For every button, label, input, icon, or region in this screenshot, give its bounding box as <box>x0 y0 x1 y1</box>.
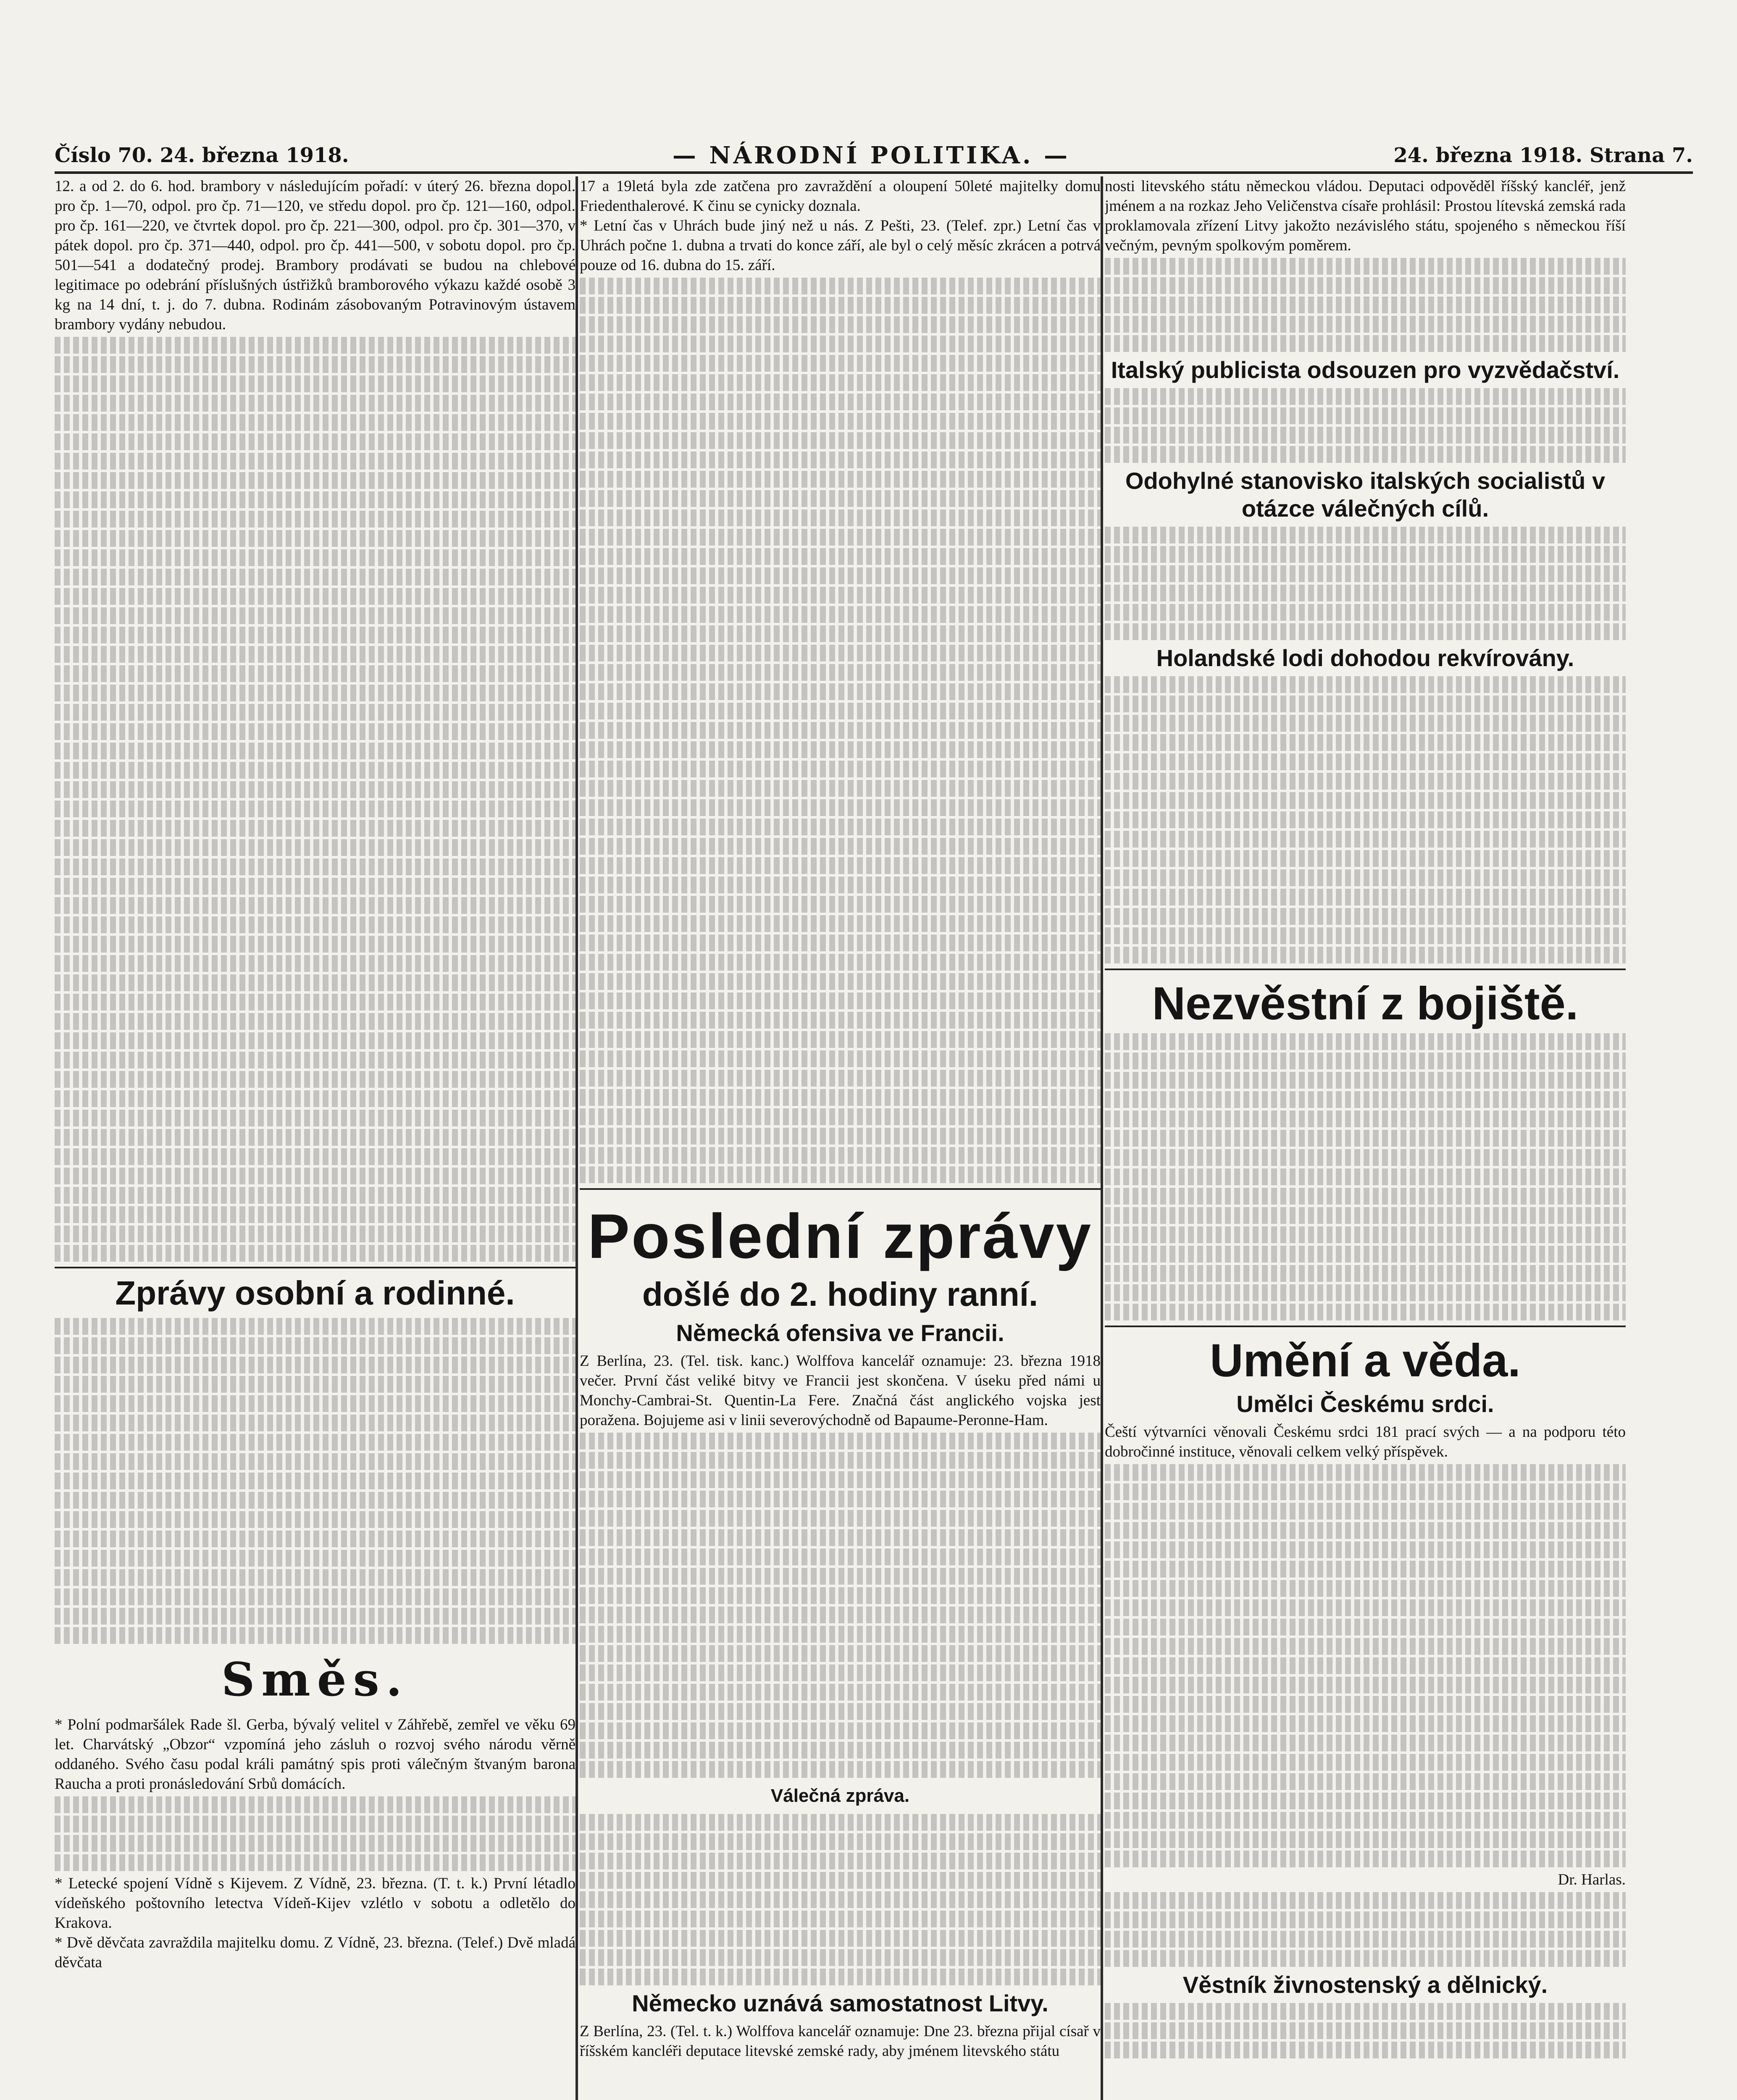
article-title: Holandské lodi dohodou rekvírovány. <box>1156 645 1574 671</box>
section-subtitle: došlé do 2. hodiny ranní. <box>642 1276 1038 1313</box>
article-text: nosti litevského státu německou vládou. Deputaci odpověděl říšský kancléř, jenž jménem a na rozkaz Jeho Veličenstva císaře prohlásil: Prostou lítevská zemská rada proklamovala zřízení Litvy jakožto nezávislého státu, spojeného s německou říší večným, pevným spolkovým poměrem. <box>1105 178 1626 254</box>
article-text: Čeští výtvarníci věnovali Českému srdci 181 prací svých — a na podporu této dobročinné instituce, věnovali celkem velký příspěvek. <box>1105 1423 1626 1460</box>
article-title: Italský publicista odsouzen pro vyzvědačství. <box>1111 357 1620 383</box>
signature: Dr. Harlas. <box>1558 1871 1626 1888</box>
header-masthead: — NÁRODNÍ POLITIKA. — <box>672 142 1070 169</box>
article-title: Odohylné stanovisko italských socialistů v otázce válečných cílů. <box>1125 467 1606 522</box>
article-title: Německá ofensiva ve Francii. <box>676 1320 1004 1346</box>
section-title: Poslední zprávy <box>587 1201 1093 1271</box>
column-3 <box>1105 176 1626 2100</box>
article-text: * Dvě děvčata zavraždila majitelku domu. Z Vídně, 23. března. (Telef.) Dvě mladá děvčata <box>55 1934 575 1971</box>
column-1 <box>55 176 575 2100</box>
header-page: 24. března 1918. Strana 7. <box>1393 144 1693 167</box>
column-2 <box>580 176 1101 2100</box>
section-title: Nezvěstní z bojiště. <box>1152 978 1579 1029</box>
article-text: Z Berlína, 23. (Tel. t. k.) Wolffova kancelář oznamuje: Dne 23. března přijal císař v říšském kancléři deputace litevské zemské rady, aby jménem litevského státu <box>580 2023 1101 2060</box>
section-title: Směs. <box>221 1652 409 1706</box>
article-text: 17 a 19letá byla zde zatčena pro zavraždění a oloupení 50leté majitelky domu Friedenthalerové. K činu se cynicky doznala. <box>580 178 1101 215</box>
section-title: Zprávy osobní a rodinné. <box>115 1274 515 1312</box>
article-text: Z Berlína, 23. (Tel. tisk. kanc.) Wolffova kancelář oznamuje: 23. března 1918 večer. První část veliké bitvy ve Francii jest skončena. V úseku před námi u Monchy-Cambrai-St. Quentin-La Fere. Značná část anglického vojska jest poražena. Bojujeme asi v linii severovýchodně od Bapaume-Peronne-Ham. <box>580 1352 1101 1429</box>
header-issue: Číslo 70. 24. března 1918. <box>55 144 349 167</box>
column-rule <box>1101 176 1103 2100</box>
section-title: Umění a věda. <box>1210 1335 1521 1386</box>
article-text: * Letecké spojení Vídně s Kijevem. Z Vídně, 23. března. (T. t. k.) První létadlo vídeňského poštovního letectva Vídeň-Kijev vzlétlo v sobotu a odletělo do Krakova. <box>55 1875 575 1932</box>
article-title: Válečná zpráva. <box>770 1785 910 1806</box>
page-header <box>55 139 1693 172</box>
article-text: * Letní čas v Uhrách bude jiný než u nás. Z Pešti, 23. (Telef. zpr.) Letní čas v Uhrách počne 1. dubna a trvati do konce září, ale byl o celý měsíc zkrácen a potrvá pouze od 16. dubna do 15. září. <box>580 217 1101 274</box>
column-rule <box>575 176 578 2100</box>
article-text: 12. a od 2. do 6. hod. brambory v následujícím pořadí: v úterý 26. března dopol. pro čp. 1—70, odpol. pro čp. 71—120, ve středu dopol. pro čp. 121—160, odpol. pro čp. 161—220, ve čtvrtek dopol. pro čp. 221—300, odpol. pro čp. 301—370, v pátek dopol. pro čp. 371—440, odpol. pro čp. 441—500, v sobotu dopol. pro čp. 501—541 a dodatečný prodej. Brambory prodávati se budou na chlebové legitimace po odebrání příslušných ústřižků bramborového výkazu každé osobě 3 kg na 14 dní, t. j. do 7. dubna. Rodinám zásobovaným Potravinovým ústavem brambory vydány nebudou. <box>55 178 575 333</box>
article-title: Umělci Českému srdci. <box>1236 1391 1494 1417</box>
header-rule <box>55 171 1693 174</box>
article-text: * Polní podmaršálek Rade šl. Gerba, bývalý velitel v Záhřebě, zemřel ve věku 69 let. Charvátský „Obzor“ vzpomíná jeho zásluh o rozvoj svého národu věrně oddaného. Svého času podal králi památný spis proti válečným štvaným barona Raucha a proti pronásledování Srbů domácích. <box>55 1716 575 1793</box>
section-title: Věstník živnostenský a dělnický. <box>1183 1971 1548 1998</box>
article-title: Německo uznává samostatnost Litvy. <box>632 1990 1049 2016</box>
